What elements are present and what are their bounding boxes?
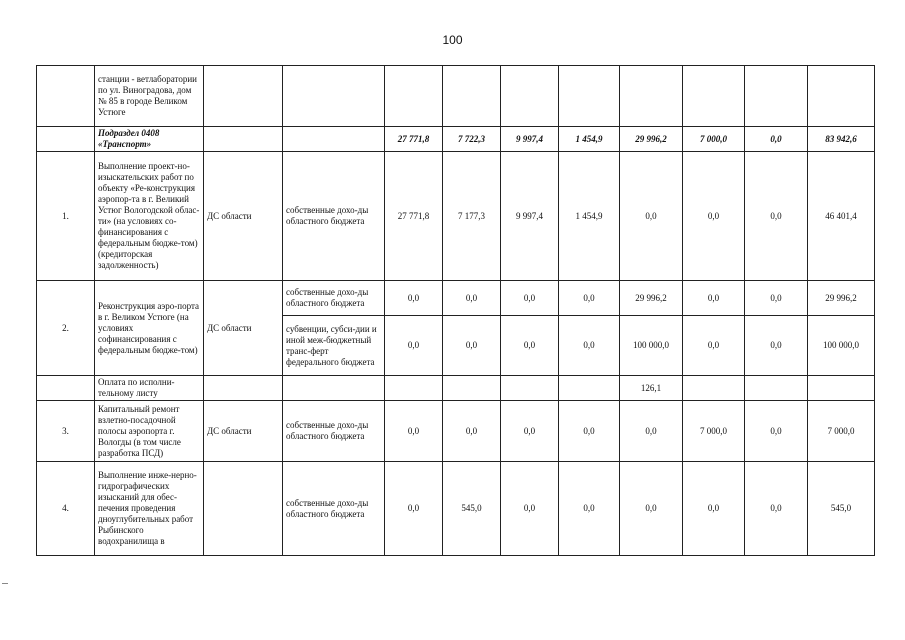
- value-cell: 1 454,9: [559, 127, 620, 152]
- row-source: ДС области: [204, 281, 283, 376]
- budget-table: [36, 65, 875, 556]
- value-cell: 83 942,6: [808, 127, 875, 152]
- value-cell: 29 996,2: [808, 281, 875, 316]
- value-cell: 0,0: [745, 127, 808, 152]
- value-cell: 0,0: [385, 462, 443, 556]
- value-cell: [808, 376, 875, 401]
- value-cell: [385, 376, 443, 401]
- value-cell: 0,0: [683, 281, 745, 316]
- value-cell: 0,0: [745, 462, 808, 556]
- row-name: Выполнение проект-но-изыскательских работ по объекту «Ре-конструкция аэропор-та в г. Великий Устюг Вологодской облас-ти» (на условиях со-финансирования с федеральным бюдже-том) (кредиторская задолженность): [95, 152, 204, 281]
- value-cell: 126,1: [620, 376, 683, 401]
- row-source: [204, 462, 283, 556]
- row-source: [204, 376, 283, 401]
- value-cell: [683, 66, 745, 127]
- row-source: ДС области: [204, 152, 283, 281]
- row-number: 2.: [37, 281, 95, 376]
- value-cell: 0,0: [501, 401, 559, 462]
- row-funding: собственные дохо-ды областного бюджета: [283, 401, 385, 462]
- value-cell: 0,0: [559, 462, 620, 556]
- value-cell: 545,0: [808, 462, 875, 556]
- value-cell: 0,0: [620, 152, 683, 281]
- value-cell: 0,0: [745, 152, 808, 281]
- value-cell: [559, 376, 620, 401]
- value-cell: 0,0: [620, 462, 683, 556]
- value-cell: 1 454,9: [559, 152, 620, 281]
- subsection-row: [37, 127, 875, 152]
- value-cell: 0,0: [683, 316, 745, 376]
- value-cell: 7 722,3: [443, 127, 501, 152]
- value-cell: [559, 66, 620, 127]
- row-funding: субвенции, субси-дии и иной меж-бюджетный транс-ферт федерального бюджета: [283, 316, 385, 376]
- value-cell: 0,0: [385, 316, 443, 376]
- value-cell: 0,0: [559, 316, 620, 376]
- value-cell: 0,0: [683, 462, 745, 556]
- value-cell: [745, 376, 808, 401]
- value-cell: 0,0: [501, 281, 559, 316]
- table-row: [37, 66, 875, 127]
- value-cell: 0,0: [501, 462, 559, 556]
- value-cell: 0,0: [745, 316, 808, 376]
- value-cell: 0,0: [683, 152, 745, 281]
- row-funding: [283, 127, 385, 152]
- value-cell: [443, 376, 501, 401]
- subsection-title: Подраздел 0408 «Транспорт»: [95, 127, 204, 152]
- row-source: ДС области: [204, 401, 283, 462]
- value-cell: [808, 66, 875, 127]
- value-cell: 9 997,4: [501, 152, 559, 281]
- row-number: 1.: [37, 152, 95, 281]
- value-cell: [501, 376, 559, 401]
- value-cell: 0,0: [559, 281, 620, 316]
- table-row: [37, 152, 875, 281]
- page-number: 100: [442, 33, 463, 47]
- row-funding: [283, 66, 385, 127]
- table-row: [37, 281, 875, 316]
- row-number: 4.: [37, 462, 95, 556]
- value-cell: 0,0: [443, 401, 501, 462]
- row-number: [37, 127, 95, 152]
- value-cell: 46 401,4: [808, 152, 875, 281]
- value-cell: 0,0: [745, 281, 808, 316]
- value-cell: [385, 66, 443, 127]
- row-funding: собственные дохо-ды областного бюджета: [283, 152, 385, 281]
- value-cell: 100 000,0: [620, 316, 683, 376]
- row-source: [204, 66, 283, 127]
- row-number: 3.: [37, 401, 95, 462]
- value-cell: 0,0: [443, 281, 501, 316]
- row-funding: собственные дохо-ды областного бюджета: [283, 462, 385, 556]
- value-cell: [683, 376, 745, 401]
- row-funding: [283, 376, 385, 401]
- value-cell: 7 000,0: [683, 401, 745, 462]
- table-row: [37, 376, 875, 401]
- row-name: Выполнение инже-нерно-гидрографических изысканий для обес-печения проведения дноуглубительных работ Рыбинского водохранилища в: [95, 462, 204, 556]
- table-row: [37, 401, 875, 462]
- value-cell: 29 996,2: [620, 281, 683, 316]
- value-cell: 7 000,0: [808, 401, 875, 462]
- value-cell: 7 177,3: [443, 152, 501, 281]
- value-cell: 545,0: [443, 462, 501, 556]
- row-name: Оплата по исполни-тельному листу: [95, 376, 204, 401]
- value-cell: 0,0: [559, 401, 620, 462]
- value-cell: 0,0: [501, 316, 559, 376]
- scan-edge-mark: [2, 583, 8, 584]
- value-cell: 0,0: [385, 281, 443, 316]
- value-cell: 0,0: [620, 401, 683, 462]
- value-cell: [501, 66, 559, 127]
- row-name: Реконструкция аэро-порта в г. Великом Устюге (на условиях софинансирования с федеральным бюдже-том): [95, 281, 204, 376]
- table-row: [37, 462, 875, 556]
- value-cell: 0,0: [385, 401, 443, 462]
- row-number: [37, 376, 95, 401]
- value-cell: [443, 66, 501, 127]
- value-cell: 0,0: [443, 316, 501, 376]
- value-cell: 27 771,8: [385, 127, 443, 152]
- value-cell: 29 996,2: [620, 127, 683, 152]
- value-cell: 9 997,4: [501, 127, 559, 152]
- value-cell: 27 771,8: [385, 152, 443, 281]
- value-cell: 7 000,0: [683, 127, 745, 152]
- value-cell: 0,0: [745, 401, 808, 462]
- row-funding: собственные дохо-ды областного бюджета: [283, 281, 385, 316]
- row-source: [204, 127, 283, 152]
- value-cell: [745, 66, 808, 127]
- value-cell: 100 000,0: [808, 316, 875, 376]
- row-name: станции - ветлаборатории по ул. Виноградова, дом № 85 в городе Великом Устюге: [95, 66, 204, 127]
- row-name: Капитальный ремонт взлетно-посадочной полосы аэропорта г. Вологды (в том числе разработка ПСД): [95, 401, 204, 462]
- value-cell: [620, 66, 683, 127]
- row-number: [37, 66, 95, 127]
